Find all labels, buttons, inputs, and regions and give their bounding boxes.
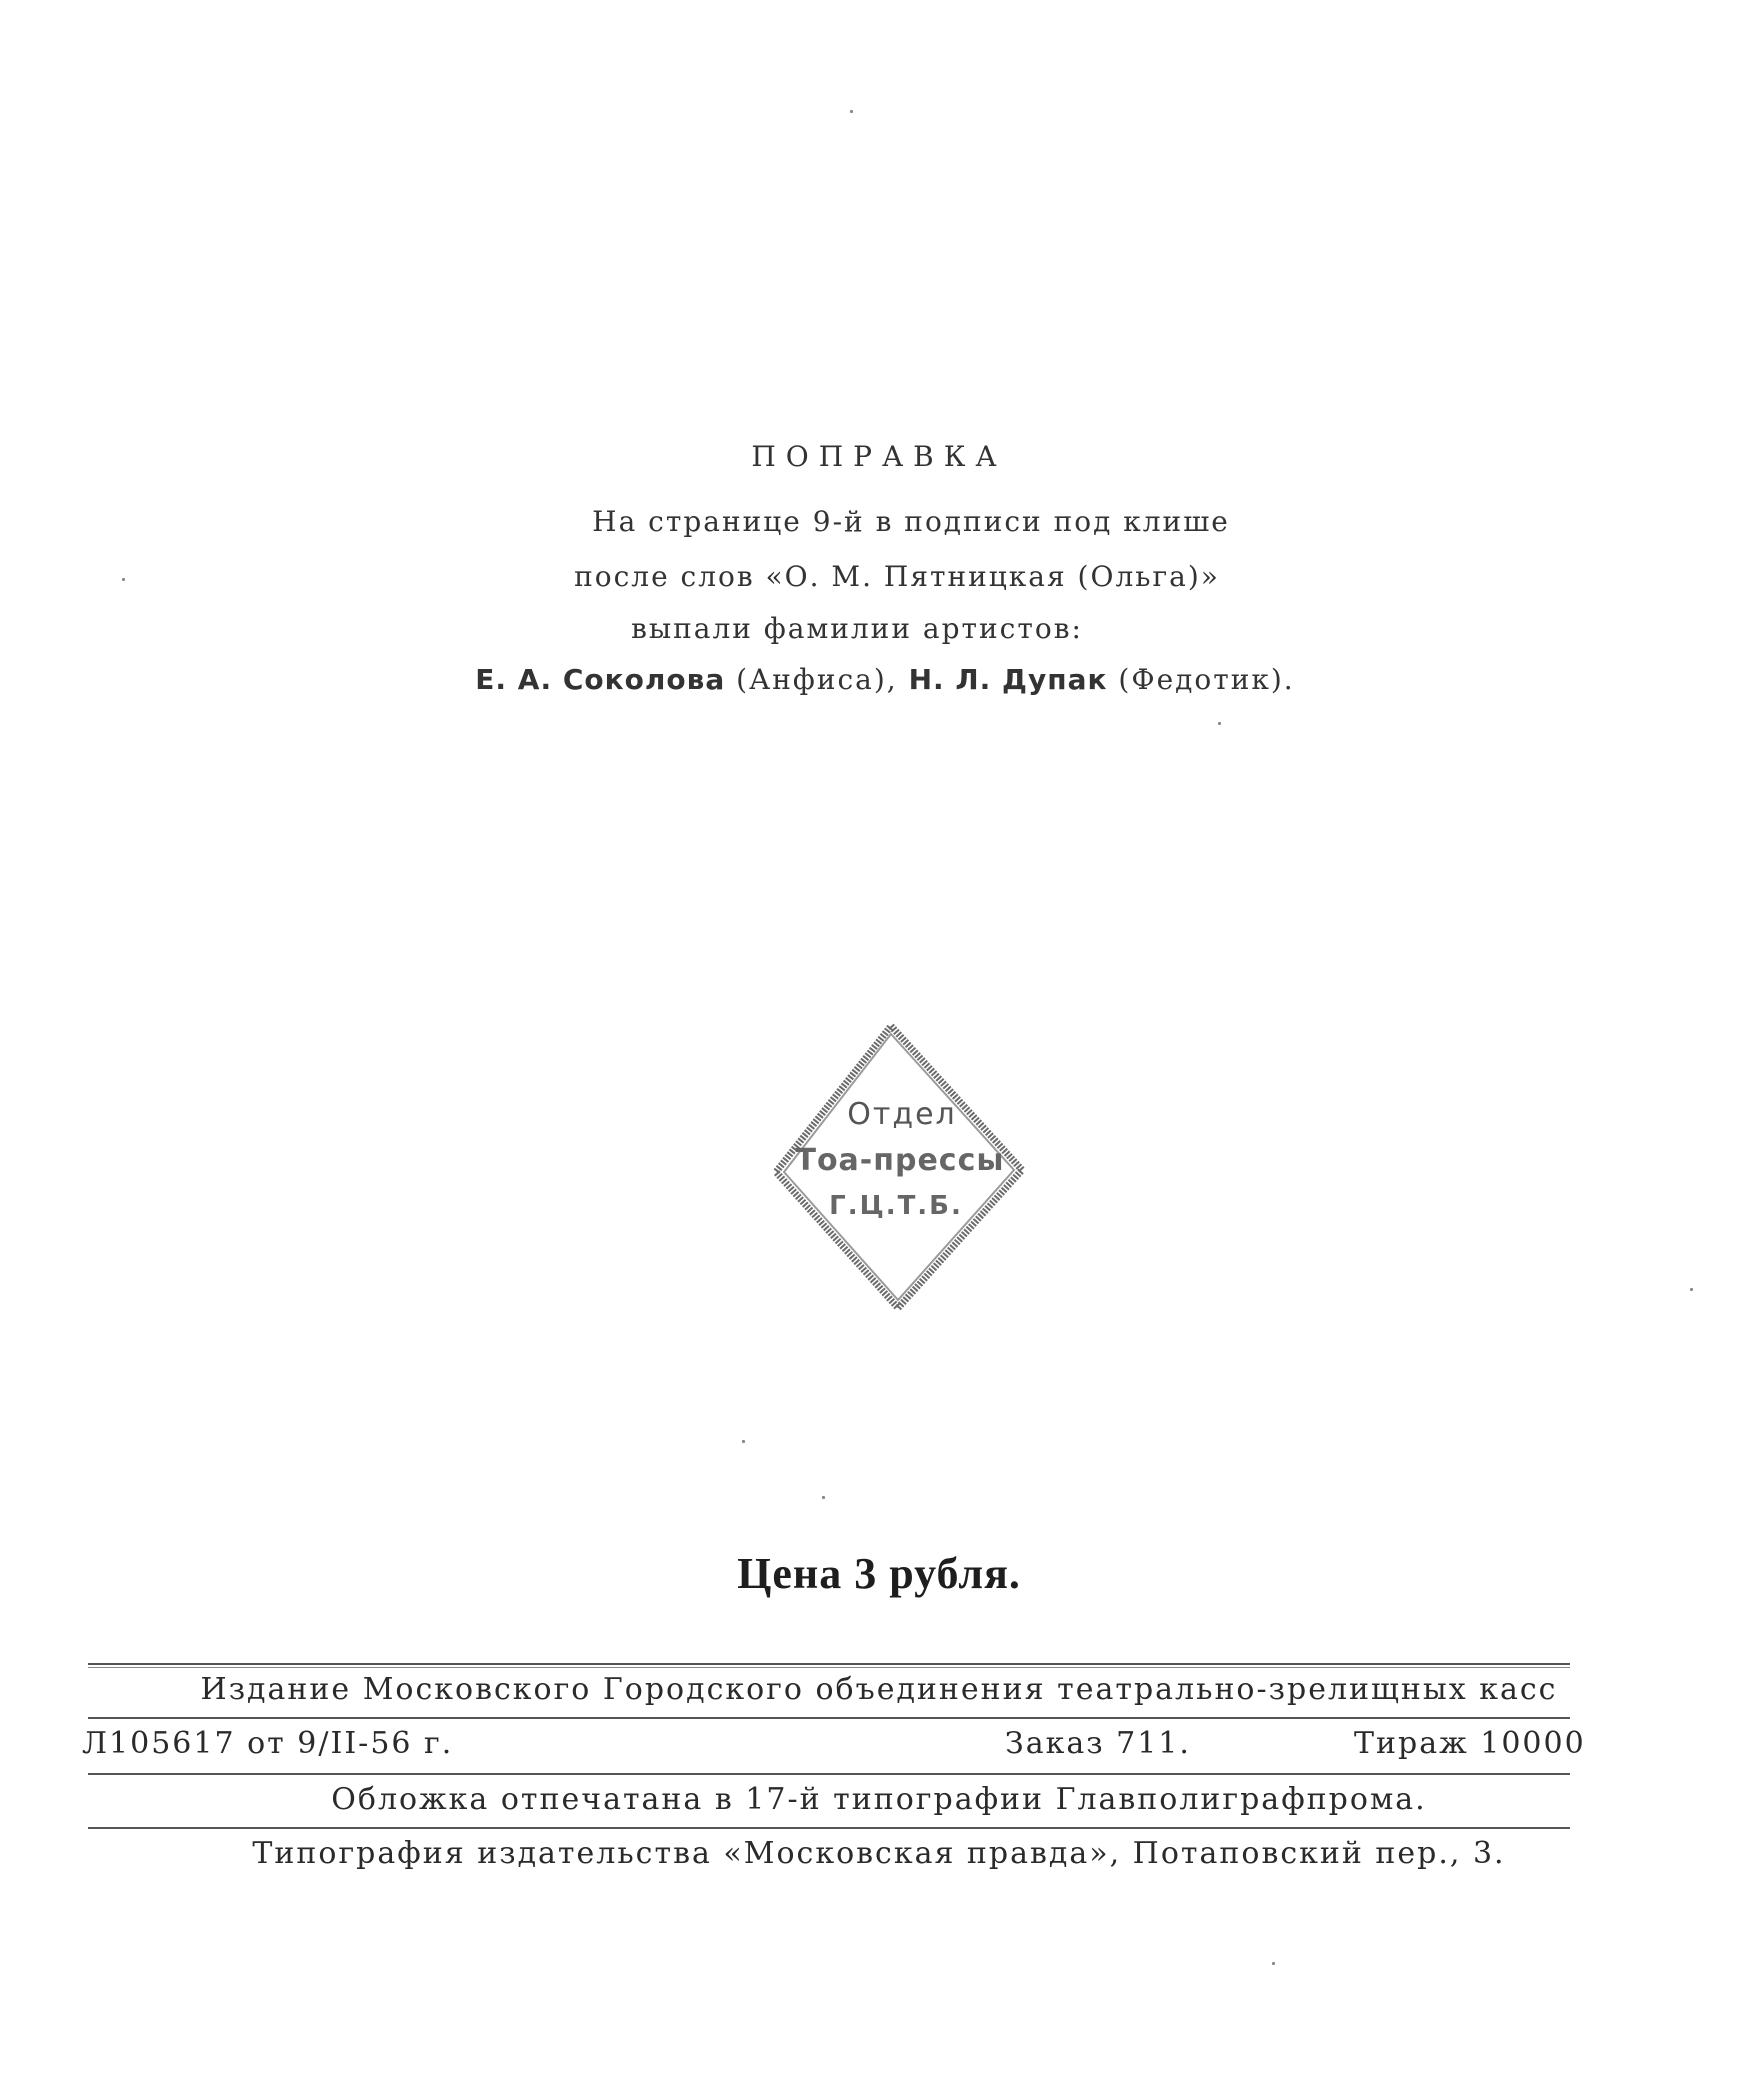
actor-role-1: (Анфиса),	[725, 663, 909, 696]
stamp-line-1: Отдел	[847, 1097, 957, 1132]
printer-line: Типография издательства «Московская правда», Потаповский пер., 3.	[252, 1836, 1506, 1871]
speck	[122, 578, 125, 581]
rule-top	[88, 1663, 1570, 1665]
stamp-line-2: Тоа-прессы	[795, 1143, 1005, 1178]
speck	[1690, 1288, 1693, 1291]
actor-name-2: Н. Л. Дупак	[908, 663, 1108, 696]
actor-role-2: (Федотик).	[1107, 663, 1295, 696]
erratum-line-2: после слов «О. М. Пятницкая (Ольга)»	[574, 560, 1220, 593]
rule-3	[88, 1773, 1570, 1775]
speck	[822, 1496, 825, 1499]
library-stamp	[770, 1022, 1028, 1312]
erratum-line-4	[6, 663, 1758, 696]
license-number: Л105617 от 9/II-56 г.	[82, 1726, 454, 1761]
erratum-heading: ПОПРАВКА	[751, 440, 1007, 473]
erratum-line-3: выпали фамилии артистов:	[631, 612, 1083, 645]
order-number: Заказ 711.	[1005, 1726, 1191, 1761]
print-run: Тираж 10000	[1354, 1726, 1586, 1761]
speck	[850, 110, 853, 113]
rule-4	[88, 1827, 1570, 1829]
price-label: Цена 3 рубля.	[737, 1549, 1021, 1598]
rule-2	[88, 1717, 1570, 1719]
erratum-line-1: На странице 9-й в подписи под клише	[592, 505, 1230, 538]
rule-top-thin	[88, 1667, 1570, 1668]
stamp-line-3: Г.Ц.Т.Б.	[829, 1191, 963, 1221]
publisher-line: Издание Московского Городского объединения театрально-зрелищных касс	[200, 1672, 1558, 1707]
speck	[1272, 1962, 1275, 1965]
actor-name-1: Е. А. Соколова	[475, 663, 726, 696]
cover-printer-line: Обложка отпечатана в 17-й типографии Главполиграфпрома.	[331, 1782, 1427, 1817]
speck	[742, 1440, 745, 1443]
speck	[1218, 722, 1221, 725]
